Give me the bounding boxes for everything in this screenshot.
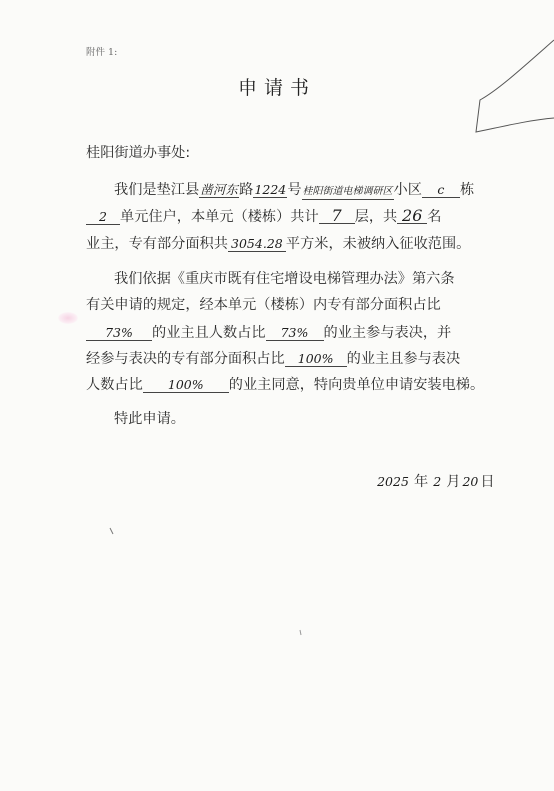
text-span: 的业主同意，特向贵单位申请安装电梯。: [228, 377, 485, 393]
speck-mark: [110, 528, 113, 534]
owners-field: 26: [397, 208, 427, 224]
text-span: 路: [239, 182, 254, 198]
floors-field: 7: [319, 208, 355, 224]
unit-field: 2: [86, 209, 120, 225]
text-span: 日: [480, 474, 495, 490]
text-span: 的业主参与表决，并: [323, 325, 452, 341]
building-field: c: [422, 182, 460, 198]
text-span: 经参与表决的专有部分面积占比: [86, 351, 285, 367]
closing-text: 特此申请。: [114, 411, 185, 427]
community-field: 桂阳街道电梯调研区: [302, 184, 394, 200]
text-span: 的业主且人数占比: [152, 325, 266, 341]
area-ratio-field: 73%: [86, 325, 152, 341]
text-span: 人数占比: [86, 377, 143, 393]
text-span: 我们是垫江县: [114, 182, 200, 198]
text-span: 单元住户，本单元（楼栋）共计: [120, 209, 319, 225]
year-field: 2025: [377, 474, 409, 489]
text-span: 名: [427, 209, 442, 225]
text-span: 的业主且参与表决: [346, 351, 461, 367]
text-span: 业主，专有部分面积共: [86, 236, 228, 252]
text-span: 层，共: [354, 209, 398, 225]
day-field: 20: [462, 474, 479, 489]
people-ratio-field: 73%: [266, 325, 324, 341]
text-span: 号: [287, 182, 302, 198]
p2-line1: 我们依据《重庆市既有住宅增设电梯管理办法》第六条: [114, 271, 455, 287]
text-span: 栋: [459, 182, 475, 198]
attachment-label: 附件 1:: [86, 47, 118, 58]
text-span: 小区: [393, 182, 422, 198]
corner-fold-mark: [476, 40, 554, 132]
vote-people-ratio-field: 100%: [143, 377, 229, 393]
text-span: 平方米，未被纳入征收范围。: [285, 236, 471, 252]
page-title: 申请书: [237, 77, 316, 99]
p2-line2: 有关申请的规定，经本单元（楼栋）内专有部分面积占比: [86, 297, 441, 313]
street-number-field: 1224: [254, 182, 287, 197]
text-span: 年: [414, 474, 429, 490]
speck-mark: [300, 630, 301, 635]
text-span: 月: [446, 474, 461, 490]
area-field: 3054.28: [228, 236, 286, 252]
month-field: 2: [433, 474, 442, 489]
vote-area-ratio-field: 100%: [285, 351, 347, 367]
addressee: 桂阳街道办事处:: [86, 145, 191, 161]
street-field: 凿河东: [200, 182, 238, 197]
